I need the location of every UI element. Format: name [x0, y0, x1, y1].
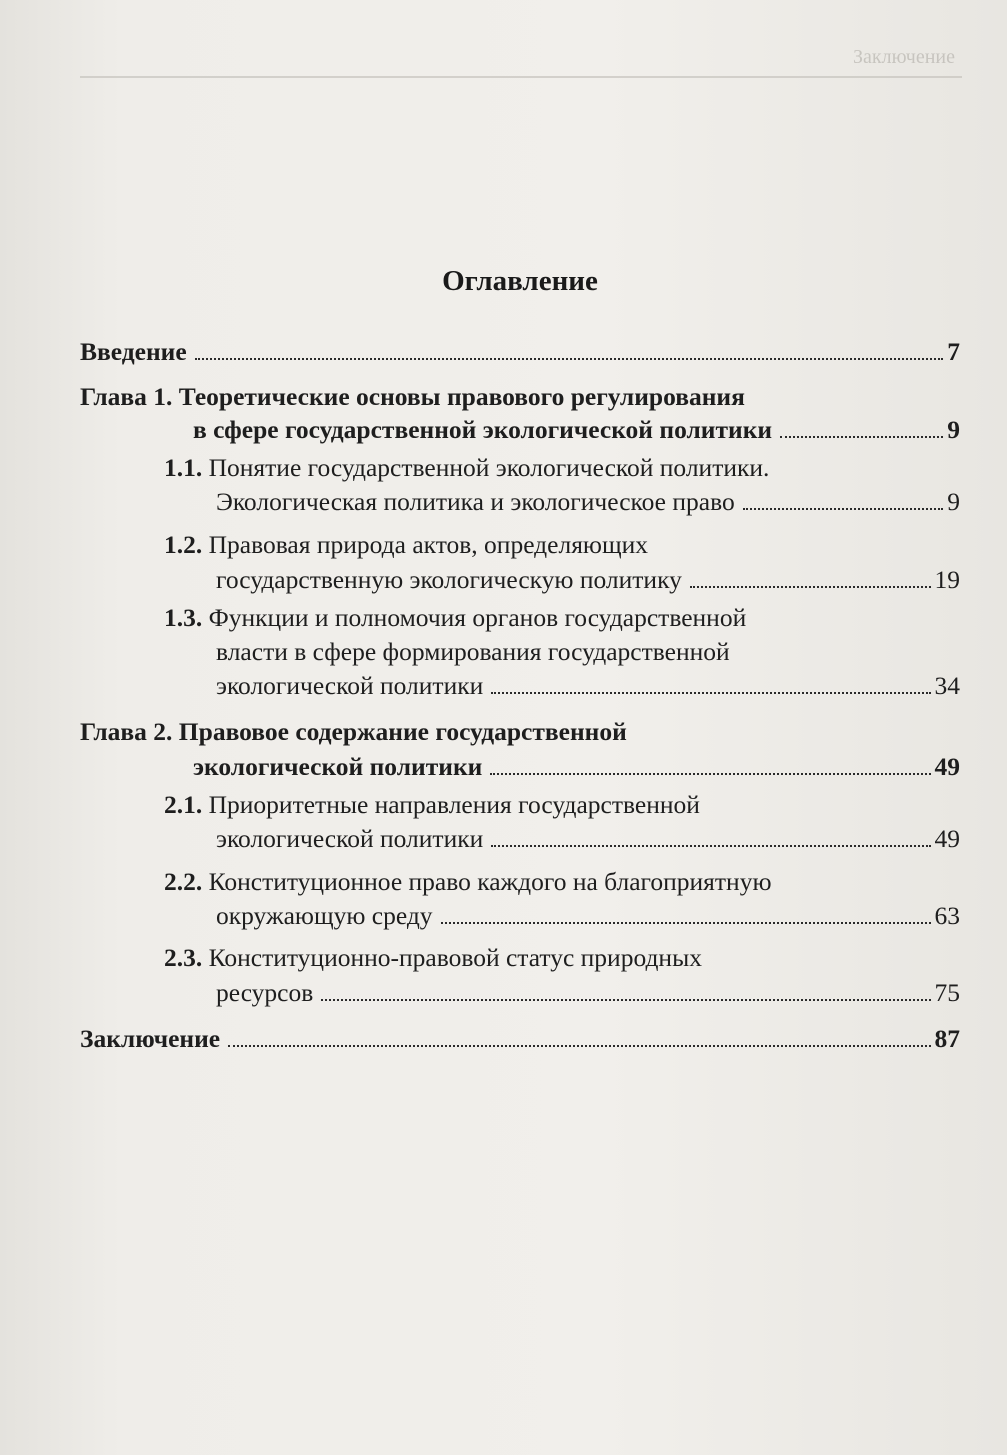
entry-label: Конституционное право каждого на благоприятную: [208, 867, 772, 896]
dot-leader: [690, 586, 931, 588]
toc-entry-s13-line3[interactable]: [216, 668, 960, 703]
toc-entry-intro[interactable]: [80, 334, 960, 369]
page-number: 9: [947, 415, 960, 444]
entry-label: Заключение: [80, 1024, 221, 1053]
page-number: 9: [947, 487, 960, 516]
toc-entry-s22-line2[interactable]: [216, 898, 960, 933]
entry-label: экологической политики: [216, 824, 484, 853]
toc-entry-s21-line2[interactable]: [216, 821, 960, 856]
toc-entry-ch1-line2[interactable]: [193, 412, 960, 447]
entry-label: ресурсов: [216, 978, 314, 1007]
page-number: 75: [934, 978, 960, 1007]
section-number: 2.1.: [164, 790, 203, 819]
toc-entry-s13-line1[interactable]: [164, 600, 746, 635]
entry-label: Функции и полномочия органов государственной: [208, 603, 747, 632]
entry-label: Введение: [80, 337, 187, 366]
dot-leader: [490, 773, 930, 775]
toc-entry-s23-line1[interactable]: [164, 940, 702, 975]
toc-title: Оглавление: [442, 265, 598, 297]
dot-leader: [743, 508, 944, 510]
page-number: 7: [947, 337, 960, 366]
header-rule: [80, 76, 962, 78]
page-number: 34: [934, 671, 960, 700]
toc-entry-s12-line2[interactable]: [216, 562, 960, 597]
entry-label: Правовая природа актов, определяющих: [208, 530, 649, 559]
section-number: 1.1.: [164, 453, 203, 482]
dot-leader: [491, 845, 930, 847]
toc-entry-s21-line1[interactable]: [164, 787, 700, 822]
entry-label: Конституционно-правовой статус природных: [208, 943, 702, 972]
page-number: 87: [934, 1024, 960, 1053]
entry-label: экологической политики: [216, 671, 484, 700]
toc-entry-conclusion[interactable]: [80, 1021, 960, 1056]
entry-label: Понятие государственной экологической политики.: [208, 453, 770, 482]
toc-entry-s13-line2[interactable]: власти в сфере формирования государственной: [216, 637, 730, 666]
section-number: 1.3.: [164, 603, 203, 632]
toc-entry-s12-line1[interactable]: [164, 527, 648, 562]
toc-entry-s11-line2[interactable]: [216, 484, 960, 519]
entry-label: Экологическая политика и экологическое право: [216, 487, 735, 516]
entry-label: в сфере государственной экологической политики: [193, 415, 773, 444]
toc-entry-ch1-line1[interactable]: Глава 1. Теоретические основы правового регулирования: [80, 382, 745, 411]
page-number: 49: [934, 752, 960, 781]
section-number: 2.2.: [164, 867, 203, 896]
dot-leader: [321, 999, 930, 1001]
toc-entry-s23-line2[interactable]: [216, 975, 960, 1010]
page-number: 19: [934, 565, 960, 594]
dot-leader: [195, 358, 944, 360]
entry-label: Приоритетные направления государственной: [208, 790, 700, 819]
dot-leader: [780, 436, 943, 438]
running-head: Заключение: [853, 46, 955, 68]
dot-leader: [491, 692, 930, 694]
toc-entry-s11-line1[interactable]: [164, 450, 769, 485]
page-number: 63: [934, 901, 960, 930]
entry-label: экологической политики: [193, 752, 483, 781]
dot-leader: [228, 1045, 930, 1047]
page-number: 49: [934, 824, 960, 853]
toc-entry-ch2-line1[interactable]: Глава 2. Правовое содержание государственной: [80, 717, 627, 746]
section-number: 2.3.: [164, 943, 203, 972]
dot-leader: [441, 922, 931, 924]
entry-label: государственную экологическую политику: [216, 565, 682, 594]
toc-entry-s22-line1[interactable]: [164, 864, 772, 899]
entry-label: окружающую среду: [216, 901, 433, 930]
section-number: 1.2.: [164, 530, 203, 559]
toc-entry-ch2-line2[interactable]: [193, 749, 960, 784]
